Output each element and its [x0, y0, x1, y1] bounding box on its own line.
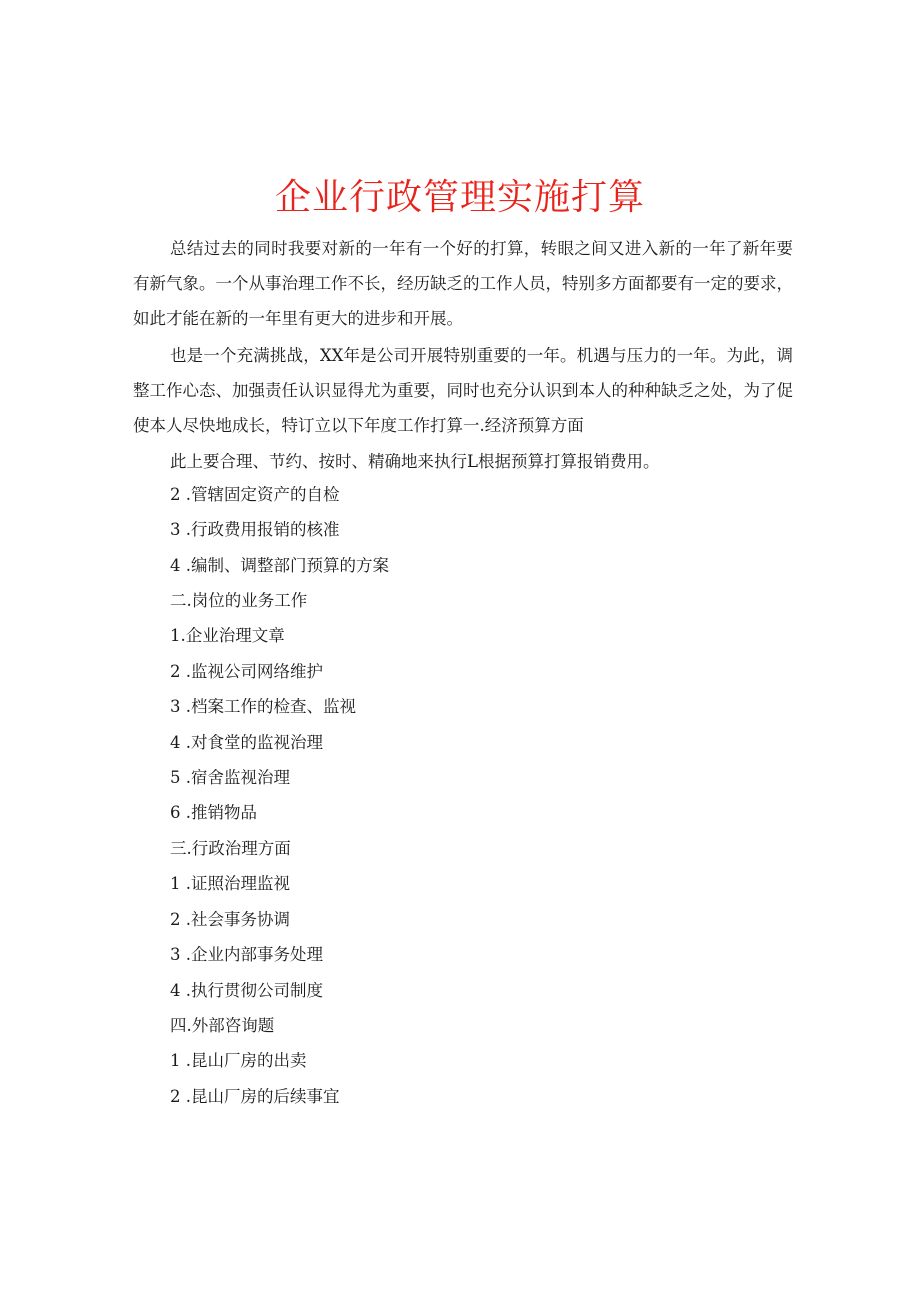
- list-item: 4 .对食堂的监视治理: [170, 733, 323, 752]
- section-heading: 二.岗位的业务工作: [170, 591, 308, 610]
- list-item: 3 .企业内部事务处理: [170, 945, 323, 964]
- list-item: 1 .证照治理监视: [170, 874, 290, 893]
- list-item: 2 .管辖固定资产的自检: [170, 485, 340, 504]
- section-heading: 四.外部咨询题: [170, 1016, 275, 1035]
- list-item: 1 .昆山厂房的出卖: [170, 1051, 307, 1070]
- list-item: 6 .推销物品: [170, 803, 257, 822]
- challenge-paragraph: 也是一个充满挑战，XX年是公司开展特别重要的一年。机遇与压力的一年。为此，调整工作心态、加强责任认识显得尤为重要，同时也充分认识到本人的种种缺乏之处，为了促使本人尽快地成长，特订立以下年度工作打算一.经济预算方面: [133, 346, 793, 435]
- section-heading: 三.行政治理方面: [170, 839, 291, 858]
- list-item: 2 .监视公司网络维护: [170, 662, 323, 681]
- intro-paragraph: 总结过去的同时我要对新的一年有一个好的打算，转眼之间又进入新的一年了新年要有新气象。一个从事治理工作不长，经历缺乏的工作人员，特别多方面都要有一定的要求，如此才能在新的一年里有更大的进步和开展。: [133, 239, 793, 328]
- document-title: 企业行政管理实施打算: [274, 177, 645, 218]
- list-item: 3 .行政费用报销的核准: [170, 520, 340, 539]
- list-item: 2 .昆山厂房的后续事宜: [170, 1087, 340, 1106]
- list-item: 1.企业治理文章: [170, 626, 285, 645]
- list-item: 3 .档案工作的检查、监视: [170, 697, 356, 716]
- list-item: 4 .执行贯彻公司制度: [170, 981, 323, 1000]
- list-item: 2 .社会事务协调: [170, 910, 290, 929]
- list-item: 5 .宿舍监视治理: [170, 768, 290, 787]
- list-item: 此上要合理、节约、按时、精确地来执行L根据预算打算报销费用。: [170, 452, 660, 471]
- list-item: 4 .编制、调整部门预算的方案: [170, 556, 389, 575]
